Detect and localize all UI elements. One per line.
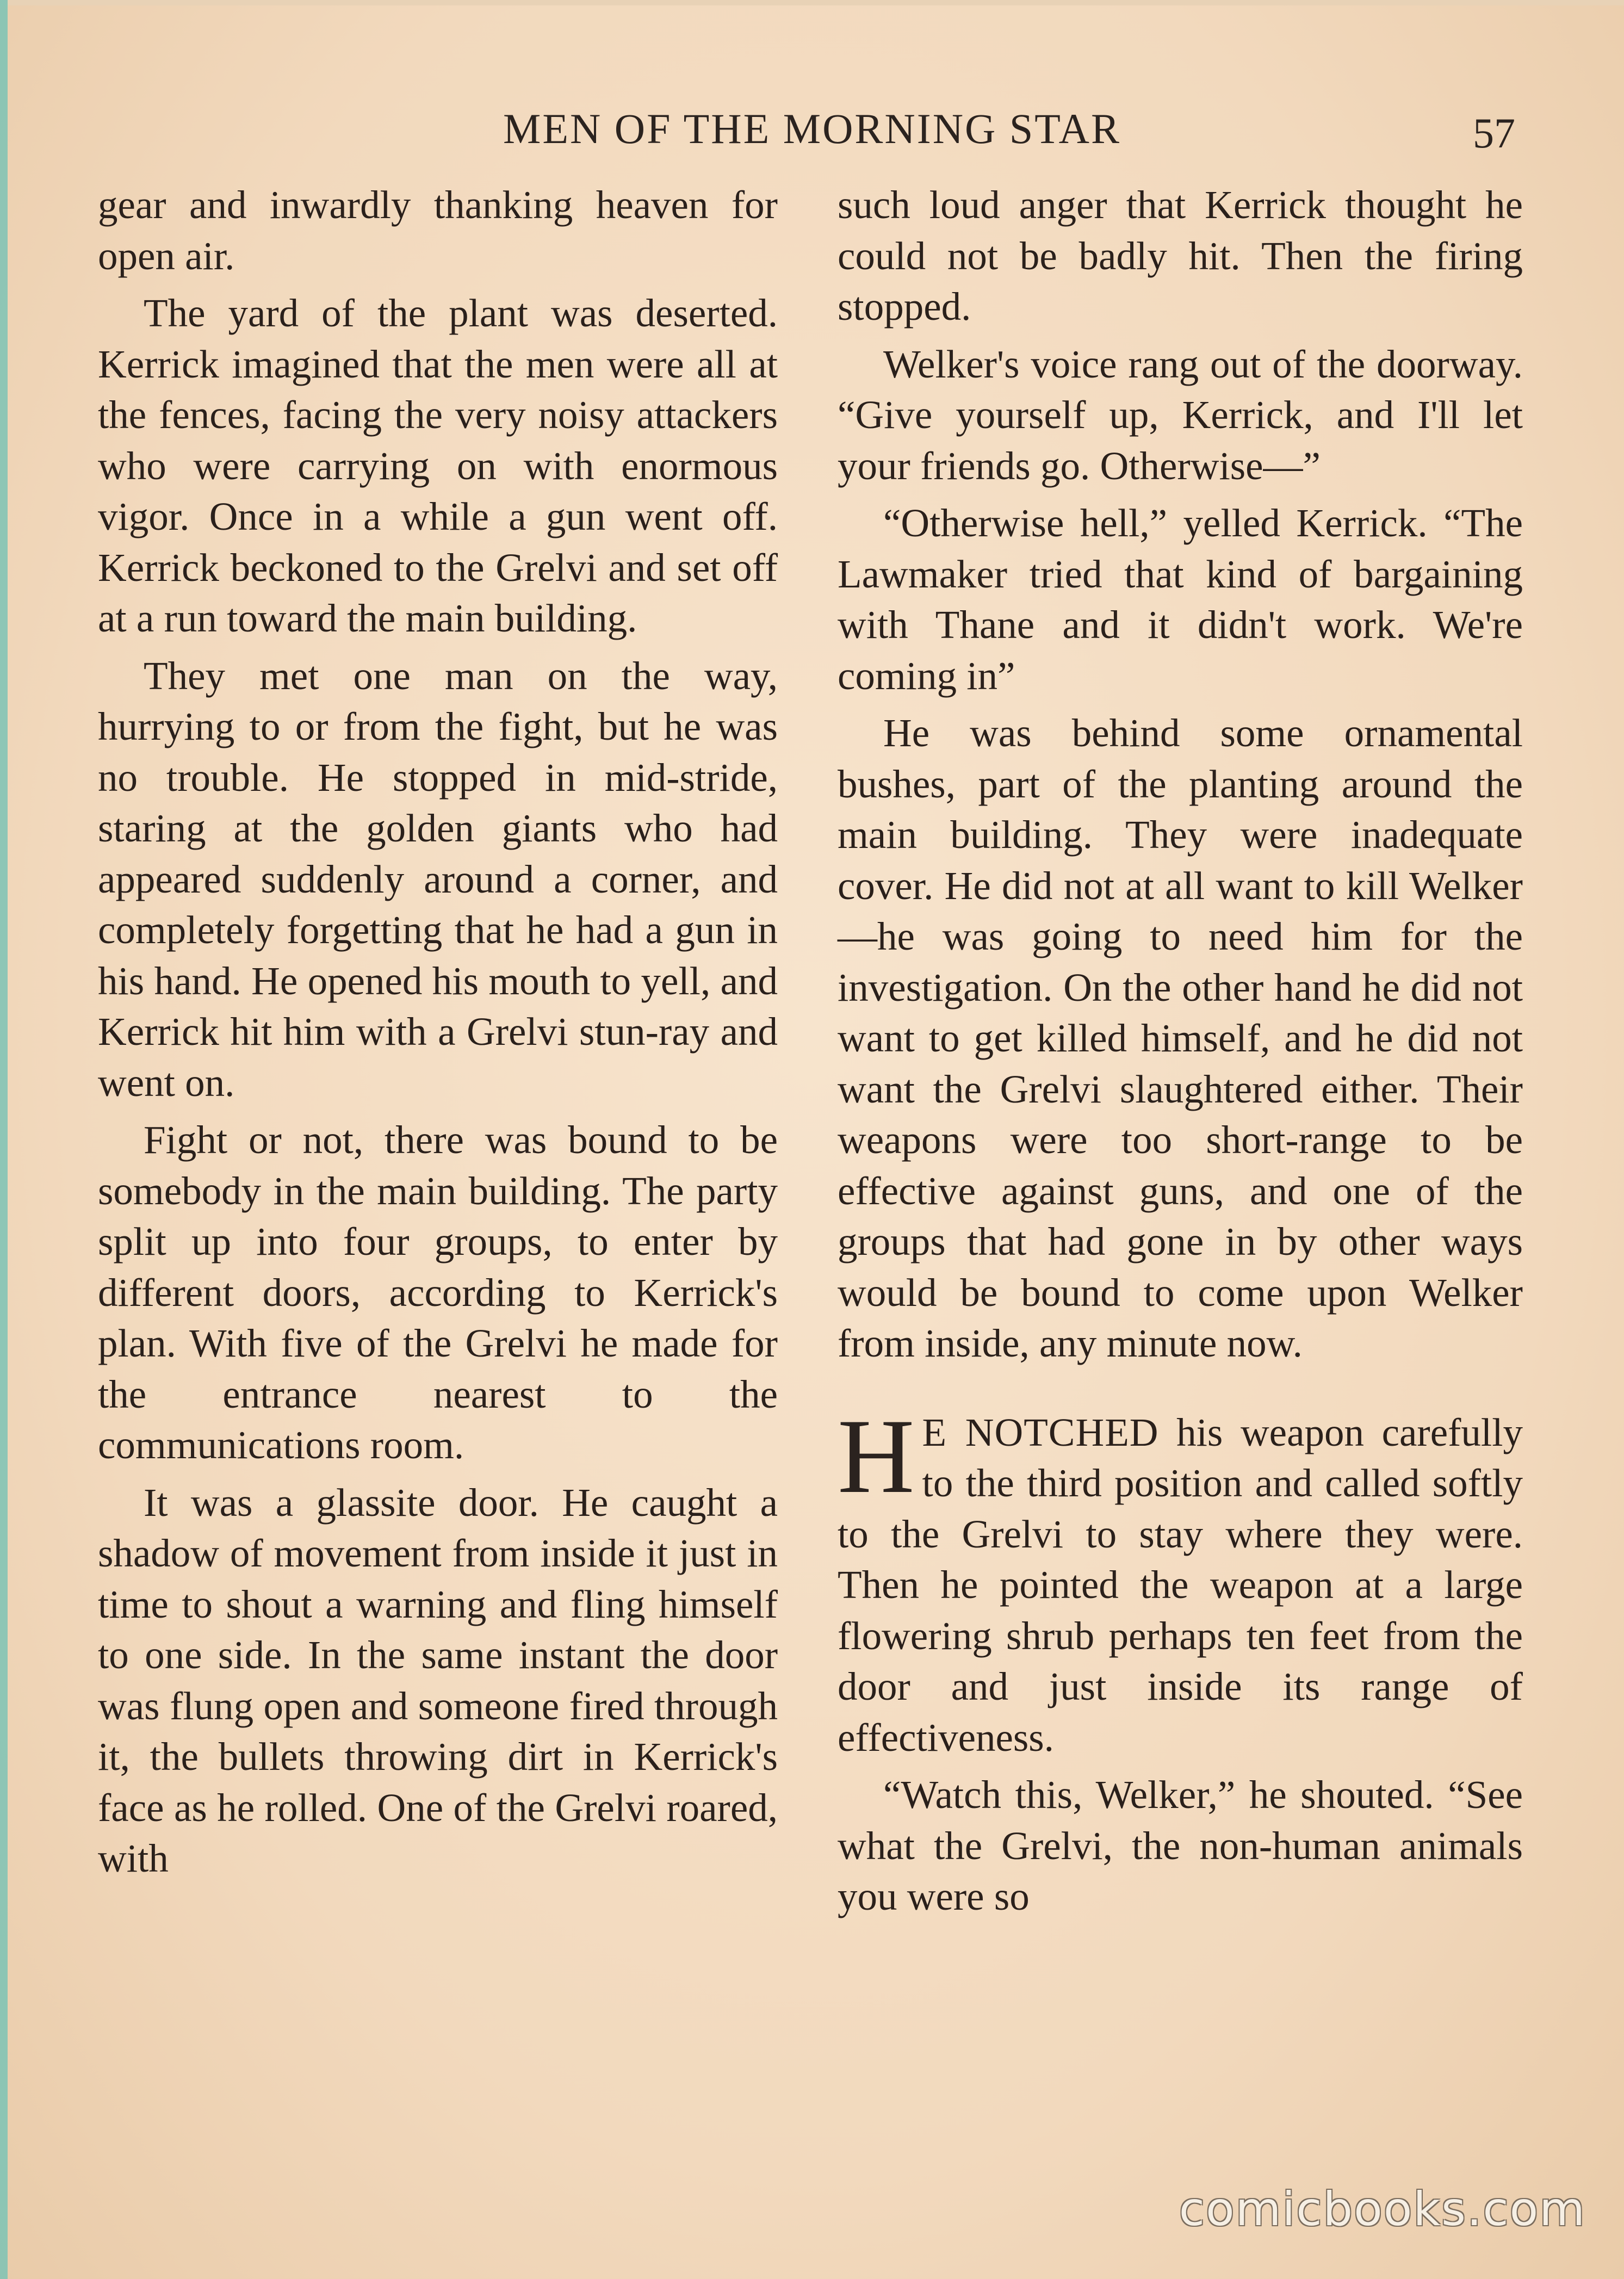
page-header [0,98,1624,158]
page-top-edge [0,0,1624,5]
paragraph: Fight or not, there was bound to be somebody in the main building. The party split up into four groups, to enter by different doors, according to Kerrick's plan. With five of the Grelvi he made for the entrance nearest to the communications room. [98,1118,778,1467]
page-number: 57 [1473,109,1515,157]
watermark: comicbooks.com [1179,2182,1586,2237]
paragraph: such loud anger that Kerrick thought he could not be badly hit. Then the firing stopped. [838,183,1523,329]
paragraph: It was a glassite door. He caught a shadow of movement from inside it just in time to shout a warning and fling himself to one side. In the same instant the door was flung open and someone fired through it, the bullets throwing dirt in Kerrick's face as he rolled. One of the Grelvi roared, with [98,1480,778,1880]
right-column [838,179,1523,1929]
lead-in-text: E NOTCHED [922,1410,1159,1454]
drop-cap: H [838,1397,915,1515]
left-column [98,179,778,1891]
paragraph-text: his weapon carefully to the third position and called softly to the Grelvi to stay where they were. Then he pointed the weapon at a large flowering shrub perhaps ten feet from the door and just inside its range of effectiveness. [838,1410,1523,1760]
paragraph: gear and inwardly thanking heaven for open air. [98,183,778,278]
paragraph: “Otherwise hell,” yelled Kerrick. “The Lawmaker tried that kind of bargaining with Thane and it didn't work. We're coming in” [838,501,1523,698]
paragraph: He was behind some ornamental bushes, part of the planting around the main building. They were inadequate cover. He did not at all want to kill Welker—he was going to need him for the investigation. On the other hand he did not want to get killed himself, and he did not want the Grelvi slaughtered either. Their weapons were too short-range to be effective against guns, and one of the groups that had gone in by other ways would be bound to come upon Welker from inside, any minute now. [838,711,1523,1365]
paragraph: Welker's voice rang out of the doorway. “Give yourself up, Kerrick, and I'll let your friends go. Otherwise—” [838,342,1523,488]
running-title: MEN OF THE MORNING STAR [503,105,1121,152]
paragraph: The yard of the plant was deserted. Kerrick imagined that the men were all at the fences, facing the very noisy attackers who were carrying on with enormous vigor. Once in a while a gun went off. Kerrick beckoned to the Grelvi and set off at a run toward the main building. [98,291,778,640]
section-start-paragraph [838,1397,1523,1763]
paragraph: They met one man on the way, hurrying to or from the fight, but he was no trouble. He stopped in mid-stride, staring at the golden giants who had appeared suddenly around a corner, and completely forgetting that he had a gun in his hand. He opened his mouth to yell, and Kerrick hit him with a Grelvi stun-ray and went on. [98,653,778,1105]
paragraph: “Watch this, Welker,” he shouted. “See what the Grelvi, the non-human animals you were so [838,1773,1523,1918]
page-left-edge [0,0,8,2279]
